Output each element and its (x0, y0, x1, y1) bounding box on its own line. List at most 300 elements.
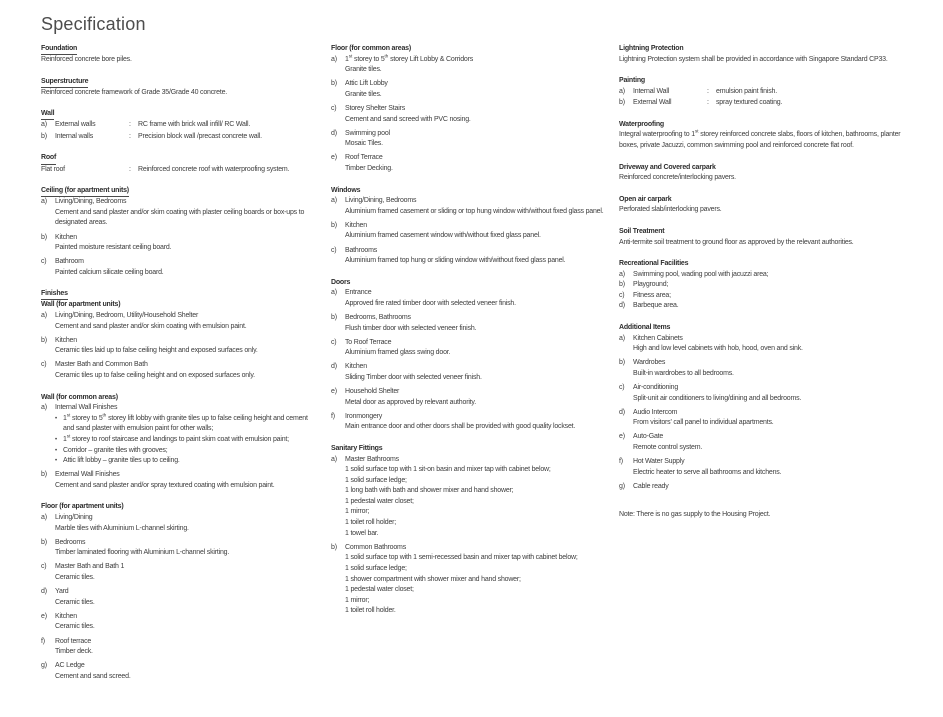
spec-section (619, 323, 914, 492)
section-heading-text: Roof (41, 153, 56, 164)
item-body (41, 346, 317, 357)
item-letter: a) (41, 312, 47, 320)
bullet-item (55, 446, 317, 457)
spec-item (41, 257, 317, 278)
section-heading (619, 259, 914, 270)
section-heading-text: Wall (for common areas) (41, 393, 118, 401)
item-title: Kitchen (345, 221, 367, 229)
item-letter: d) (331, 129, 337, 137)
item-line: Ceramic tiles. (55, 598, 95, 606)
item-head (331, 313, 607, 324)
spec-item (41, 661, 317, 682)
item-line: Cement and sand plaster and/or skim coating with plaster ceiling boards or box-ups to designated areas. (55, 208, 305, 227)
item-body (41, 243, 317, 254)
item-line: Timber Decking. (345, 164, 393, 172)
item-title: AC Ledge (55, 662, 85, 670)
column (331, 44, 607, 628)
kv-separator: : (129, 165, 131, 173)
item-head (331, 362, 607, 373)
section-heading (331, 278, 607, 289)
paragraph: Lightning Protection system shall be provided in accordance with Singapore Standard CP33. (619, 55, 888, 63)
item-head (331, 543, 607, 554)
item-line: Painted moisture resistant ceiling board. (55, 244, 172, 252)
item-line: Approved fire rated timber door with selected veneer finish. (345, 299, 516, 307)
section-heading (331, 186, 607, 197)
item-title: Living/Dining, Bedroom, Utility/Household Shelter (55, 312, 199, 320)
item-title: Common Bathrooms (345, 543, 406, 551)
item-head (331, 221, 607, 232)
item-head (41, 233, 317, 244)
item-title: Kitchen (55, 612, 77, 620)
item-line: Granite tiles. (345, 66, 382, 74)
item-title: Kitchen (55, 336, 77, 344)
spec-item (619, 482, 914, 493)
item-line: Aluminium framed top hung or sliding window with/without fixed glass panel. (345, 257, 566, 265)
section-heading-text: Soil Treatment (619, 227, 665, 235)
item-line: Metal door as approved by relevant authority. (345, 398, 476, 406)
item-title: Auto-Gate (633, 433, 664, 441)
item-body (41, 598, 317, 609)
item-title: Master Bath and Bath 1 (55, 563, 125, 571)
item-head (41, 311, 317, 322)
section-heading-text: Doors (331, 278, 351, 286)
section-heading-text: Finishes (41, 289, 68, 300)
kv-value: spray textured coating. (716, 99, 783, 107)
item-head (619, 291, 914, 302)
item-head (41, 538, 317, 549)
spec-item (41, 612, 317, 633)
spec-section (331, 278, 607, 433)
item-body (41, 524, 317, 535)
spec-item (331, 196, 607, 217)
item-line: Sliding Timber door with selected veneer finish. (345, 373, 482, 381)
spec-item (619, 408, 914, 429)
item-body (331, 348, 607, 359)
item-line: Cement and sand screed. (55, 672, 131, 680)
bullet-icon: • (55, 437, 57, 444)
item-body (41, 414, 317, 467)
item-letter: a) (331, 289, 337, 297)
spec-item (619, 280, 914, 291)
spec-item (331, 543, 607, 617)
item-line: Mosaic Tiles. (345, 140, 383, 148)
spec-section (41, 109, 317, 142)
item-title: Internal Wall Finishes (55, 404, 118, 412)
spec-item (331, 313, 607, 334)
kv-row (619, 98, 914, 109)
item-body (41, 322, 317, 333)
section-heading-text: Driveway and Covered carpark (619, 163, 716, 171)
item-line: Aluminium framed casement window with/without fixed glass panel. (345, 232, 541, 240)
section-heading (41, 289, 317, 300)
paragraph: Integral waterproofing to 1st storey reinforced concrete slabs, floors of kitchen, bathrooms, planter boxes, private Jacuzzi, common swimming pool and reinforced concrete flat roof. (619, 129, 901, 149)
item-body (331, 231, 607, 242)
item-line: Aluminium framed casement or sliding or top hung window with/without fixed glass panel. (345, 207, 604, 215)
item-line: 1 mirror; (345, 508, 370, 516)
kv-row (41, 165, 317, 176)
item-head (41, 637, 317, 648)
item-title: Bathroom (55, 258, 84, 266)
item-head (619, 383, 914, 394)
item-title: Playground; (633, 281, 669, 289)
item-title: Entrance (345, 289, 372, 297)
kv-label: External Wall (633, 99, 672, 107)
item-letter: d) (41, 588, 47, 596)
spec-item (41, 637, 317, 658)
spec-item (331, 412, 607, 433)
spec-item (331, 246, 607, 267)
item-line: 1 solid surface ledge; (345, 564, 407, 572)
item-title: Hot Water Supply (633, 458, 685, 466)
item-title: External Wall Finishes (55, 471, 120, 479)
spec-item (619, 334, 914, 355)
item-body (331, 164, 607, 175)
item-line: 1 shower compartment with shower mixer and hand shower; (345, 575, 521, 583)
item-letter: b) (331, 80, 337, 88)
bullet-text: 1st storey to roof staircase and landings to paint skim coat with emulsion paint; (63, 433, 289, 444)
item-line: Marble tiles with Aluminium L-channel skirting. (55, 524, 189, 532)
item-line: Ceramic tiles. (55, 623, 95, 631)
item-title: Kitchen (55, 233, 77, 241)
item-body (619, 418, 914, 429)
spec-item (331, 79, 607, 100)
spec-section (331, 186, 607, 267)
item-letter: g) (41, 662, 47, 670)
item-title: Roof Terrace (345, 154, 383, 162)
item-line: Split-unit air conditioners to living/dining and all bedrooms. (633, 394, 802, 402)
section-heading-text: Floor (for apartment units) (41, 503, 124, 511)
section-heading-text: Additional Items (619, 324, 671, 332)
spec-section (619, 76, 914, 109)
item-letter: c) (331, 246, 337, 254)
item-head (331, 387, 607, 398)
bullet-item (55, 456, 317, 467)
item-head (619, 432, 914, 443)
section-heading (41, 109, 317, 120)
sub-heading-text: Wall (for apartment units) (41, 301, 121, 309)
kv-separator: : (707, 99, 709, 107)
item-letter: g) (619, 482, 625, 490)
spec-item (41, 336, 317, 357)
section-heading-text: Lightning Protection (619, 45, 684, 52)
spec-item (619, 432, 914, 453)
section-heading (619, 163, 914, 174)
spec-item (619, 291, 914, 302)
item-head (41, 197, 317, 208)
item-title: Barbeque area. (633, 302, 679, 310)
section-heading-text: Recreational Facilities (619, 260, 689, 268)
section-heading (331, 44, 607, 55)
section-heading (619, 227, 914, 238)
item-head (41, 587, 317, 598)
item-letter: c) (331, 104, 337, 112)
item-title: Audio Intercom (633, 408, 678, 416)
spec-item (331, 362, 607, 383)
item-title: Storey Shelter Stairs (345, 104, 405, 112)
paragraph: Perforated slab/interlocking pavers. (619, 206, 722, 214)
section-heading (619, 195, 914, 206)
item-body (331, 299, 607, 310)
item-line: Electric heater to serve all bathrooms and kitchens. (633, 468, 782, 476)
spec-item (41, 403, 317, 467)
item-letter: a) (619, 270, 625, 278)
item-letter: a) (41, 404, 47, 412)
item-head (619, 301, 914, 312)
item-letter: c) (41, 258, 47, 266)
kv-value: Reinforced concrete roof with waterproofing system. (138, 165, 290, 173)
item-body (331, 422, 607, 433)
section-heading (619, 323, 914, 334)
kv-label: External walls (55, 121, 96, 129)
section-heading-text: Ceiling (for apartment units) (41, 186, 129, 197)
kv-value: RC frame with brick wall infill/ RC Wall. (138, 121, 251, 129)
item-line: 1 solid surface ledge; (345, 476, 407, 484)
section-heading (619, 76, 914, 87)
item-letter: e) (331, 388, 337, 396)
spec-item (41, 360, 317, 381)
item-body (41, 268, 317, 279)
item-letter: a) (331, 197, 337, 205)
spec-section (41, 77, 317, 99)
spec-section (41, 502, 317, 682)
section-heading (619, 120, 914, 131)
spec-item (331, 455, 607, 540)
column (41, 44, 317, 693)
spec-item (331, 153, 607, 174)
item-title: Swimming pool (345, 129, 390, 137)
bullet-icon: • (55, 458, 57, 465)
item-body (331, 256, 607, 267)
spec-item (331, 55, 607, 76)
item-title: Attic Lift Lobby (345, 80, 388, 88)
item-body (41, 672, 317, 683)
page-title: Specification (41, 14, 146, 34)
paragraph: Reinforced concrete framework of Grade 35/Grade 40 concrete. (41, 88, 228, 96)
spec-item (41, 538, 317, 559)
item-line: Remote control system. (633, 444, 703, 452)
section-heading-text: Windows (331, 186, 361, 194)
spec-item (619, 358, 914, 379)
bullet-item (55, 435, 317, 446)
item-body (41, 647, 317, 658)
item-head (331, 104, 607, 115)
spec-section (41, 393, 317, 492)
item-letter: a) (41, 198, 47, 206)
section-heading (41, 186, 317, 197)
kv-label: Flat roof (41, 165, 65, 173)
bullet-text: 1st storey to 5th storey lift lobby with granite tiles up to false ceiling height and cement and sand plaster with emulsion paint for other walls; (63, 412, 308, 433)
item-letter: d) (331, 363, 337, 371)
item-line: Cement and sand screed with PVC nosing. (345, 115, 471, 123)
item-title: Swimming pool, wading pool with jacuzzi area; (633, 270, 769, 278)
item-head (619, 358, 914, 369)
column (619, 44, 914, 532)
item-line: 1 mirror; (345, 596, 370, 604)
item-head (41, 612, 317, 623)
item-line: 1 toilet roll holder. (345, 607, 396, 615)
spec-item (331, 129, 607, 150)
spec-item (331, 288, 607, 309)
item-line: Painted calcium silicate ceiling board. (55, 268, 164, 276)
kv-prefix: b) (41, 132, 47, 140)
item-title: Living/Dining, Bedrooms (55, 198, 127, 206)
item-head (41, 513, 317, 524)
item-line: Ceramic tiles laid up to false ceiling height and exposed surfaces only. (55, 347, 258, 355)
item-title: Ironmongery (345, 412, 383, 420)
item-head (41, 562, 317, 573)
spec-item (41, 311, 317, 332)
item-letter: c) (619, 384, 625, 392)
item-head (331, 79, 607, 90)
spec-item (331, 387, 607, 408)
item-line: 1 towel bar. (345, 529, 379, 537)
item-body (41, 573, 317, 584)
item-head (331, 455, 607, 466)
spec-item (619, 383, 914, 404)
item-line: Cement and sand plaster and/or skim coating with emulsion paint. (55, 322, 247, 330)
section-heading-text: Waterproofing (619, 120, 664, 128)
item-title: Kitchen Cabinets (633, 334, 683, 342)
item-title: Wardrobes (633, 359, 666, 367)
item-title: Household Shelter (345, 388, 400, 396)
item-letter: d) (619, 408, 625, 416)
item-head (41, 360, 317, 371)
spec-section (331, 44, 607, 175)
spec-item (331, 338, 607, 359)
bullet-icon: • (55, 447, 57, 454)
item-title: Living/Dining (55, 514, 93, 522)
kv-separator: : (129, 132, 131, 140)
section-heading (41, 502, 317, 513)
item-letter: a) (41, 514, 47, 522)
section-heading (41, 153, 317, 164)
item-body (331, 207, 607, 218)
item-head (619, 334, 914, 345)
item-letter: a) (331, 455, 337, 463)
item-letter: b) (41, 233, 47, 241)
item-title: Air-conditioning (633, 384, 679, 392)
spec-section (619, 195, 914, 216)
section-heading-text: Wall (41, 109, 54, 120)
item-body (331, 324, 607, 335)
item-head (331, 196, 607, 207)
spec-item (41, 587, 317, 608)
item-title: Bathrooms (345, 246, 378, 254)
item-body (331, 90, 607, 101)
kv-row (41, 120, 317, 131)
section-heading (619, 44, 914, 55)
item-title: Kitchen (345, 363, 367, 371)
spec-section (619, 227, 914, 248)
item-letter: c) (331, 338, 337, 346)
item-body (41, 622, 317, 633)
section-heading-text: Foundation (41, 44, 77, 55)
item-title: Bedrooms (55, 538, 86, 546)
paragraph: Reinforced concrete/interlocking pavers. (619, 174, 736, 182)
item-letter: e) (41, 612, 47, 620)
spec-item (619, 457, 914, 478)
item-letter: f) (619, 458, 623, 466)
item-head (41, 257, 317, 268)
item-body (41, 371, 317, 382)
section-heading-text: Sanitary Fittings (331, 444, 383, 452)
item-head (619, 482, 914, 493)
spec-section (619, 163, 914, 184)
paragraph: Note: There is no gas supply to the Housing Project. (619, 511, 771, 519)
bullet-icon: • (55, 415, 57, 422)
item-line: Main entrance door and other doors shall be provided with good quality lockset. (345, 423, 576, 431)
paragraph: Reinforced concrete bore piles. (41, 56, 132, 64)
bullet-text: Attic lift lobby – granite tiles up to ceiling. (63, 457, 180, 465)
item-body (331, 373, 607, 384)
item-line: 1 solid surface top with 1 sit-on basin and mixer tap with cabinet below; (345, 466, 551, 474)
item-body (331, 139, 607, 150)
item-line: Ceramic tiles up to false ceiling height and on exposed surfaces only. (55, 372, 255, 380)
item-title: To Roof Terrace (345, 338, 392, 346)
item-body (619, 468, 914, 479)
item-title: Bedrooms, Bathrooms (345, 313, 411, 321)
spec-section (619, 120, 914, 152)
kv-prefix: a) (619, 87, 625, 95)
spec-section (619, 510, 914, 521)
item-head (619, 408, 914, 419)
item-title: 1st storey to 5th storey Lift Lobby & Corridors (345, 53, 474, 63)
spec-section (41, 186, 317, 278)
kv-separator: : (129, 121, 131, 129)
item-body (619, 369, 914, 380)
item-title: Yard (55, 588, 69, 596)
item-letter: b) (619, 359, 625, 367)
item-line: Ceramic tiles. (55, 574, 95, 582)
item-letter: f) (41, 637, 45, 645)
item-line: Timber deck. (55, 648, 93, 656)
item-line: Cement and sand plaster and/or spray textured coating with emulsion paint. (55, 481, 275, 489)
spec-item (619, 270, 914, 281)
item-body (619, 344, 914, 355)
item-body (619, 443, 914, 454)
section-heading (331, 444, 607, 455)
spec-item (41, 470, 317, 491)
item-letter: e) (331, 154, 337, 162)
item-line: 1 pedestal water closet; (345, 586, 414, 594)
spec-item (41, 513, 317, 534)
item-letter: b) (619, 281, 625, 289)
item-line: Flush timber door with selected veneer finish. (345, 324, 477, 332)
item-body (331, 65, 607, 76)
item-head (41, 661, 317, 672)
item-body (331, 465, 607, 539)
section-heading (41, 77, 317, 88)
item-line: High and low level cabinets with hob, hood, oven and sink. (633, 345, 803, 353)
item-body (41, 481, 317, 492)
item-head (331, 246, 607, 257)
kv-value: emulsion paint finish. (716, 87, 777, 95)
sub-heading (41, 300, 317, 311)
item-body (41, 208, 317, 229)
section-heading-text: Open air carpark (619, 195, 672, 203)
section-heading-text: Painting (619, 77, 646, 85)
item-title: Fitness area; (633, 291, 671, 299)
item-body (41, 548, 317, 559)
item-letter: b) (41, 471, 47, 479)
bullet-text: Corridor – granite tiles with grooves; (63, 446, 168, 454)
item-letter: b) (41, 538, 47, 546)
section-heading (41, 44, 317, 55)
item-title: Cable ready (633, 482, 669, 490)
item-letter: c) (41, 563, 47, 571)
spec-section (619, 259, 914, 312)
item-head (331, 412, 607, 423)
